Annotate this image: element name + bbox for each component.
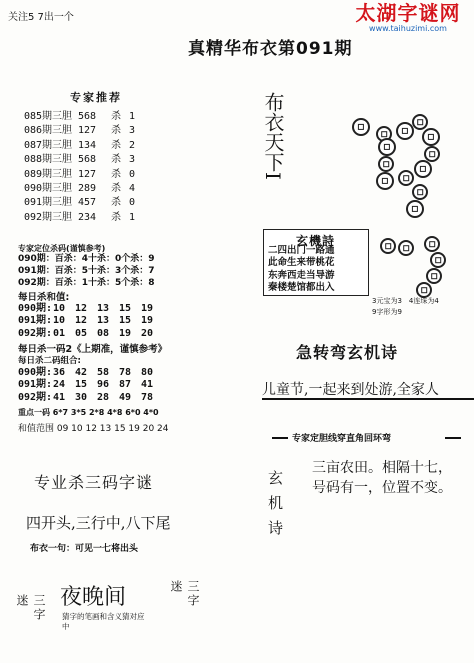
num: 12: [75, 315, 88, 327]
list-item: 092期：百杀：1十杀：5个杀：8: [18, 278, 155, 288]
page-title: 真精华布衣第091期: [188, 39, 353, 59]
poem-vertical-title: 玄机诗: [266, 470, 284, 545]
num: 13: [97, 303, 110, 314]
table-row: [18, 379, 163, 391]
num: 05: [75, 327, 88, 339]
num: 24: [53, 379, 66, 391]
logo-url: www.taihuzimi.com: [369, 24, 447, 33]
table-row: [24, 211, 135, 225]
site-logo[interactable]: [346, 2, 470, 34]
riddle-hint: 布衣一句：可见一七将出头: [30, 544, 139, 554]
num: 96: [97, 379, 110, 391]
sum-list: [18, 303, 163, 340]
table-row: [24, 110, 135, 124]
val: 2: [129, 139, 136, 151]
num: 127: [78, 168, 97, 180]
list-item: 091期：百杀：5十杀：3个杀：7: [18, 266, 155, 276]
num: 41: [53, 391, 66, 403]
num: 01: [53, 327, 66, 339]
num: 42: [75, 367, 88, 378]
kill-title: 专家定位杀码(谨慎参考): [18, 244, 106, 253]
table-row: [18, 303, 163, 315]
val: 0: [129, 197, 136, 209]
issue: 092期:: [18, 391, 53, 403]
table-row: [24, 139, 135, 153]
issue: 088期三胆: [24, 154, 73, 166]
num: 457: [78, 197, 97, 209]
num: 19: [119, 327, 132, 339]
val: 4: [129, 183, 136, 195]
issue: 089期三胆: [24, 168, 73, 180]
coin-note: 9字形为9: [372, 308, 402, 316]
issue: 092期:: [18, 327, 53, 339]
table-row: [18, 315, 163, 327]
num: 234: [78, 211, 97, 223]
kill: 杀: [111, 139, 121, 151]
divider-left: [272, 437, 288, 439]
table-row: [24, 168, 135, 182]
num: 134: [78, 139, 97, 151]
tips-list: [24, 110, 135, 225]
table-row: [24, 182, 135, 196]
tips-title: 专家推荐: [70, 91, 122, 104]
num: 568: [78, 111, 97, 122]
num: 36: [53, 367, 66, 378]
issue: 090期:: [18, 367, 53, 378]
lianma-list: [18, 367, 163, 404]
num: 12: [75, 303, 88, 314]
issue: 085期三胆: [24, 111, 73, 122]
num: 78: [119, 367, 132, 378]
issue: 091期三胆: [24, 197, 73, 209]
num: 10: [53, 303, 66, 314]
issue: 092期三胆: [24, 211, 73, 223]
val: 1: [129, 211, 136, 223]
num: 28: [97, 391, 110, 403]
issue: 090期:: [18, 303, 53, 314]
issue: 091期:: [18, 315, 53, 327]
kill-list: [18, 253, 155, 289]
num: 08: [97, 327, 110, 339]
num: 15: [119, 303, 132, 314]
num: 49: [119, 391, 132, 403]
table-row: [18, 367, 163, 379]
issue: 086期三胆: [24, 125, 73, 137]
key-code: 重点一码 6*7 3*5 2*8 4*8 6*0 4*0: [18, 408, 159, 417]
vertical-label-left: 三字迷: [15, 594, 46, 622]
table-row: [24, 196, 135, 210]
kill: 杀: [111, 197, 121, 209]
table-row: [18, 392, 163, 404]
num: 80: [141, 367, 154, 378]
bu-yi-vertical-title: 布衣天下I: [261, 92, 285, 180]
one-code-kill: 每日杀一码2《上期准，谨慎参考》: [18, 344, 168, 355]
val: 1: [129, 111, 136, 122]
val: 3: [129, 154, 136, 166]
top-note: 关注5 7出一个: [8, 12, 74, 23]
num: 15: [75, 379, 88, 391]
kill: 杀: [111, 111, 121, 122]
poem-line: 秦楼楚馆都出入: [268, 282, 335, 294]
num: 78: [141, 391, 154, 403]
kill: 杀: [111, 183, 121, 195]
logo-text: 太湖字谜网: [355, 1, 461, 25]
table-row: [18, 328, 163, 340]
underline-divider: [262, 398, 474, 400]
kill: 杀: [111, 211, 121, 223]
kill: 杀: [111, 168, 121, 180]
coin-note: 3元宝为3 4连珠为4: [372, 297, 439, 305]
sum-title: 每日杀和值:: [18, 292, 70, 303]
val: 3: [129, 125, 136, 137]
riddle-text: 四开头,三行中,八下尾: [26, 514, 171, 532]
num: 289: [78, 183, 97, 195]
section-title-brain-teaser: 急转弯玄机诗: [296, 343, 399, 362]
poem-line: 东奔西走当导游: [268, 269, 335, 281]
num: 30: [75, 391, 88, 403]
poem-box-lines: [268, 245, 335, 295]
vertical-label-right: 三字迷: [169, 580, 200, 608]
riddle-subtext: 猜字的笔画和含义猜对应中: [62, 612, 145, 631]
num: 19: [141, 315, 154, 327]
poem-box-title: 玄機詩: [296, 234, 336, 248]
num: 20: [141, 327, 154, 339]
brain-teaser-text: 儿童节,一起来到处游,全家人: [262, 382, 439, 398]
poem-line: 二四出门一路通: [268, 245, 335, 256]
num: 87: [119, 379, 132, 391]
poem-line: 三亩农田。相隔十七，: [312, 460, 452, 476]
num: 41: [141, 379, 154, 391]
num: 13: [97, 315, 110, 327]
sum-range: 和值范围 09 10 12 13 15 19 20 24: [18, 424, 169, 434]
kill: 杀: [111, 154, 121, 166]
num: 10: [53, 315, 66, 327]
divider-right: [445, 437, 461, 439]
poem-text: [312, 458, 452, 498]
poem-line: 此命生来带桃花: [268, 257, 335, 269]
table-row: [24, 124, 135, 138]
table-row: [24, 153, 135, 167]
issue: 087期三胆: [24, 139, 73, 151]
num: 568: [78, 154, 97, 166]
list-item: 090期：百杀：4十杀：0个杀：9: [18, 254, 155, 264]
lianma-title: 每日杀二码组合:: [18, 356, 81, 366]
num: 58: [97, 367, 110, 378]
expert-note: 专家定胆线穿直角回环弯: [292, 434, 392, 444]
poem-line: 号码有一，位置不变。: [312, 480, 452, 496]
num: 127: [78, 125, 97, 137]
issue: 091期:: [18, 379, 53, 391]
val: 0: [129, 168, 136, 180]
num: 15: [119, 315, 132, 327]
riddle-title: 专业杀三码字谜: [34, 473, 154, 492]
kill: 杀: [111, 125, 121, 137]
num: 19: [141, 303, 154, 314]
issue: 090期三胆: [24, 183, 73, 195]
riddle-characters: 夜晚间: [60, 585, 127, 610]
